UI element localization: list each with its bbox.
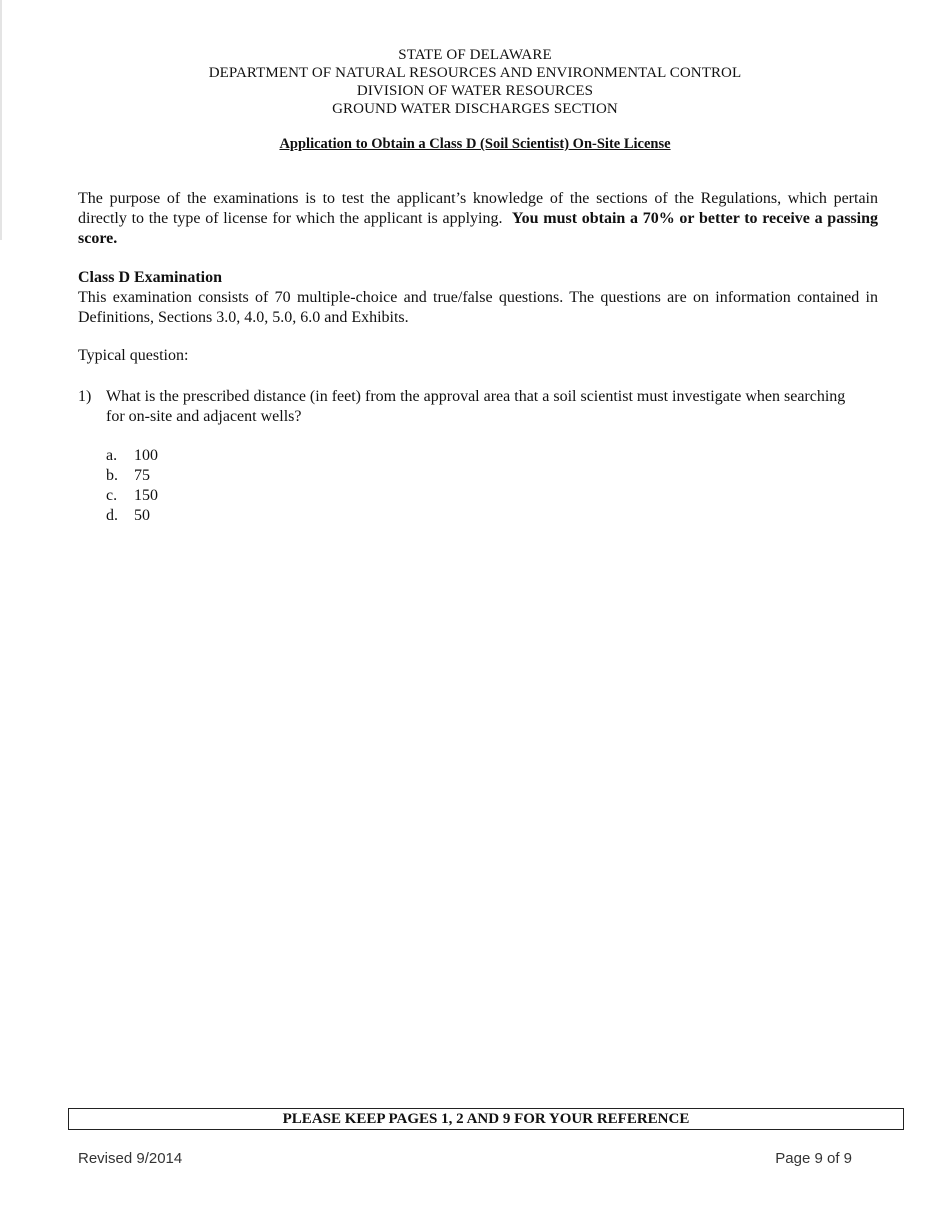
intro-paragraph: [78, 189, 878, 249]
intro-bold-text: You must obtain a 70% or better to receive a passing score.: [78, 210, 879, 247]
answer-options: [106, 446, 158, 526]
answer-option: [106, 486, 158, 506]
page-number: Page 9 of 9: [775, 1150, 852, 1167]
option-letter: c.: [106, 487, 118, 504]
question-text: What is the prescribed distance (in feet) from the approval area that a soil scientist must investigate when searching for on-site and adjacent wells?: [106, 388, 846, 425]
header-line: STATE OF DELAWARE: [398, 47, 552, 63]
agency-header: [0, 46, 950, 118]
typical-question-label: Typical question:: [78, 347, 189, 364]
answer-option: [106, 446, 158, 466]
revision-date: Revised 9/2014: [78, 1150, 183, 1167]
scan-edge: [0, 0, 2, 240]
question-number: 1): [78, 388, 92, 405]
answer-option: [106, 466, 158, 486]
option-value: 75: [134, 467, 150, 484]
option-value: 50: [134, 507, 150, 524]
application-title: Application to Obtain a Class D (Soil Scientist) On-Site License: [279, 136, 671, 152]
option-letter: a.: [106, 447, 118, 464]
reference-notice: PLEASE KEEP PAGES 1, 2 AND 9 FOR YOUR REFERENCE: [68, 1108, 904, 1130]
answer-option: [106, 506, 158, 526]
section-body: This examination consists of 70 multiple-choice and true/false questions. The questions are on information contained in Definitions, Sections 3.0, 4.0, 5.0, 6.0 and Exhibits.: [78, 289, 878, 326]
section-heading: Class D Examination: [78, 269, 223, 286]
option-letter: d.: [106, 507, 118, 524]
header-line: DEPARTMENT OF NATURAL RESOURCES AND ENVIRONMENTAL CONTROL: [208, 65, 742, 81]
option-value: 150: [134, 487, 158, 504]
header-line: GROUND WATER DISCHARGES SECTION: [332, 101, 618, 117]
option-letter: b.: [106, 467, 118, 484]
intro-text: The purpose of the examinations is to test the applicant’s knowledge of the sections of the Regulations, which pertain directly to the type of license for which the applicant is applying.: [78, 190, 878, 227]
header-line: DIVISION OF WATER RESOURCES: [356, 83, 594, 99]
option-value: 100: [134, 447, 158, 464]
